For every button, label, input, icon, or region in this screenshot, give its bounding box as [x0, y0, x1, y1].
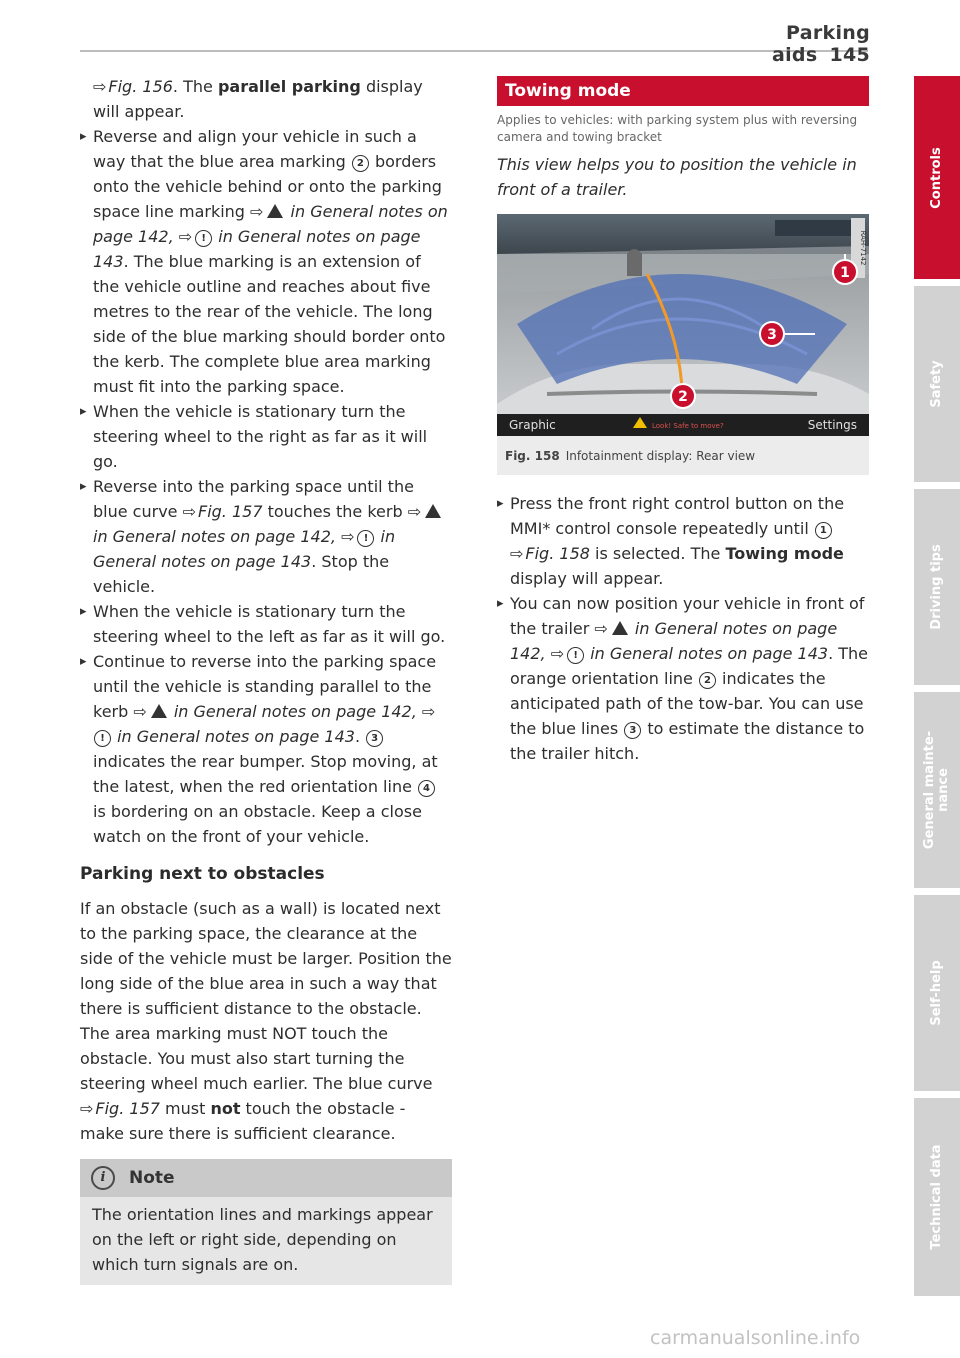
caution-icon: ! [94, 730, 111, 747]
arrow-icon: ⇨ [80, 1099, 94, 1118]
tab-controls[interactable]: Controls [914, 76, 960, 279]
status-icons [775, 220, 851, 236]
step-press-button: ▸ Press the front right control button on the MMI* control console repeatedly until 1 ⇨ Fig. 158 is selected. The Towing mode display will appear. [497, 491, 869, 591]
caution-icon: ! [567, 647, 584, 664]
arrow-icon: ⇨ [250, 202, 264, 221]
arrow-icon: ⇨ [178, 227, 193, 246]
caution-ref-link[interactable]: in General notes on page 143 [93, 527, 396, 571]
arrow-icon: ⇨ [133, 702, 147, 721]
page-number: 145 [829, 44, 870, 66]
callout-number: 1 [815, 522, 832, 539]
warning-ref-link[interactable]: in General notes on page 142, [510, 619, 838, 663]
left-column [80, 74, 452, 1285]
step-turn-left: ▸ When the vehicle is stationary turn the steering wheel to the left as far as it will go. [80, 599, 452, 649]
warning-icon [612, 621, 628, 635]
obstacles-heading: Parking next to obstacles [80, 864, 325, 884]
arrow-icon: ⇨ [182, 502, 196, 521]
towing-mode-banner: Towing mode [497, 76, 869, 106]
caption-text: Infotainment display: Rear view [565, 449, 756, 463]
callout-number: 3 [366, 730, 383, 747]
tab-general-maintenance[interactable]: General mainte-nance [914, 692, 960, 888]
fig-ref-link[interactable]: Fig. 156 [108, 77, 173, 96]
tab-safety[interactable]: Safety [914, 286, 960, 482]
note-box [80, 1159, 452, 1285]
lead-text: This view helps you to position the vehicle in front of a trailer. [497, 155, 857, 199]
step-turn-right: ▸ When the vehicle is stationary turn the steering wheel to the right as far as it will go. [80, 399, 452, 474]
warning-icon [267, 204, 283, 218]
intro-paragraph: ⇨ Fig. 156. The parallel parking display will appear. [93, 77, 423, 121]
step-position-vehicle: ▸ You can now position your vehicle in front of the trailer ⇨ in General notes on page 142, ⇨ ! in General notes on page 143. The orange orientation line 2 indicates the anticipated path of the tow-bar. You can use the blue lines 3 to estimate the distance to the trailer hitch. [497, 591, 869, 766]
applies-to: Applies to vehicles: with parking system plus with reversing camera and towing bracket [497, 113, 858, 144]
warning-icon [151, 704, 167, 718]
warning-ref-link[interactable]: in General notes on page 142, [93, 527, 342, 546]
callout-number: 2 [699, 672, 716, 689]
arrow-icon: ⇨ [550, 644, 565, 663]
note-body: The orientation lines and markings appear on the left or right side, depending on which turn signals are on. [92, 1205, 433, 1274]
caution-icon: ! [357, 530, 374, 547]
callout-number: 3 [624, 722, 641, 739]
arrow-icon: ⇨ [341, 527, 355, 546]
info-icon: i [91, 1166, 115, 1190]
caption-number: Fig. 158 [505, 449, 560, 463]
obstacles-paragraph: If an obstacle (such as a wall) is located next to the parking space, the clearance at the side of the vehicle must be larger. Position the long side of the blue area in such a way that there is sufficient distance to the obstacle. The area marking must NOT touch the obstacle. You must also start turning the steering wheel much earlier. The blue curve ⇨ Fig. 157 must not touch the obstacle - make sure there is sufficient clearance. [80, 899, 452, 1143]
callout-number: 2 [352, 155, 369, 172]
svg-text:3: 3 [767, 327, 777, 343]
step-align: ▸ Reverse and align your vehicle in such a way that the blue area marking 2 borders onto the vehicle behind or onto the parking space line marking ⇨ in General notes on page 142, ⇨ ! in General notes on page 143. The blue marking is an extension of the vehicle outline and reaches about five metres to the rear of the vehicle. The long side of the blue marking should border onto the kerb. The complete blue area marking must fit into the parking space. [80, 124, 452, 399]
caution-ref-link[interactable]: in General notes on page 143 [93, 227, 421, 271]
arrow-icon: ⇨ [421, 702, 436, 721]
tab-driving-tips[interactable]: Driving tips [914, 489, 960, 685]
screen-warning-text: Look! Safe to move? [652, 422, 724, 430]
arrow-icon: ⇨ [93, 77, 107, 96]
watermark: carmanualsonline.info [650, 1327, 861, 1349]
caution-icon: ! [195, 230, 212, 247]
rear-view-screen [497, 214, 869, 436]
svg-text:1: 1 [840, 265, 850, 281]
svg-text:2: 2 [678, 389, 688, 405]
warning-icon [425, 504, 441, 518]
arrow-icon: ⇨ [510, 544, 524, 563]
arrow-icon: ⇨ [407, 502, 422, 521]
caution-ref-link[interactable]: in General notes on page 143 [112, 727, 355, 746]
figure-158 [497, 214, 869, 475]
step-continue: ▸ Continue to reverse into the parking space until the vehicle is standing parallel to the kerb ⇨ in General notes on page 142, ⇨! in General notes on page 143. 3 indicates the rear bumper. Stop moving, at the latest, when the red orientation line 4 is bordering on an obstacle. Keep a close watch on the front of your vehicle. [80, 649, 452, 849]
running-header [700, 22, 870, 66]
figure-caption [497, 436, 869, 475]
tab-technical-data[interactable]: Technical data [914, 1098, 960, 1296]
figure-code: RAH-7142 [859, 230, 867, 266]
warning-ref-link[interactable]: in General notes on page 142, [93, 202, 448, 246]
warning-ref-link[interactable]: in General notes on page 142, [168, 702, 422, 721]
fig-ref-link[interactable]: Fig. 158 [525, 544, 590, 563]
callout-number: 4 [418, 780, 435, 797]
fig-ref-link[interactable]: Fig. 157 [95, 1099, 160, 1118]
settings-softkey[interactable]: Settings [807, 418, 857, 432]
graphic-softkey[interactable]: Graphic [509, 418, 556, 432]
arrow-icon: ⇨ [594, 619, 608, 638]
note-header [80, 1159, 452, 1197]
note-title: Note [129, 1167, 175, 1188]
right-column [497, 76, 869, 766]
caution-ref-link[interactable]: in General notes on page 143 [585, 644, 829, 663]
tab-self-help[interactable]: Self-help [914, 895, 960, 1091]
step-reverse: ▸ Reverse into the parking space until the blue curve ⇨ Fig. 157 touches the kerb ⇨ in General notes on page 142, ⇨ ! in General notes on page 143. Stop the vehicle. [80, 474, 452, 599]
trailer-hitch [627, 249, 642, 276]
section-title: Parking aids [771, 22, 870, 66]
fig-ref-link[interactable]: Fig. 157 [198, 502, 263, 521]
